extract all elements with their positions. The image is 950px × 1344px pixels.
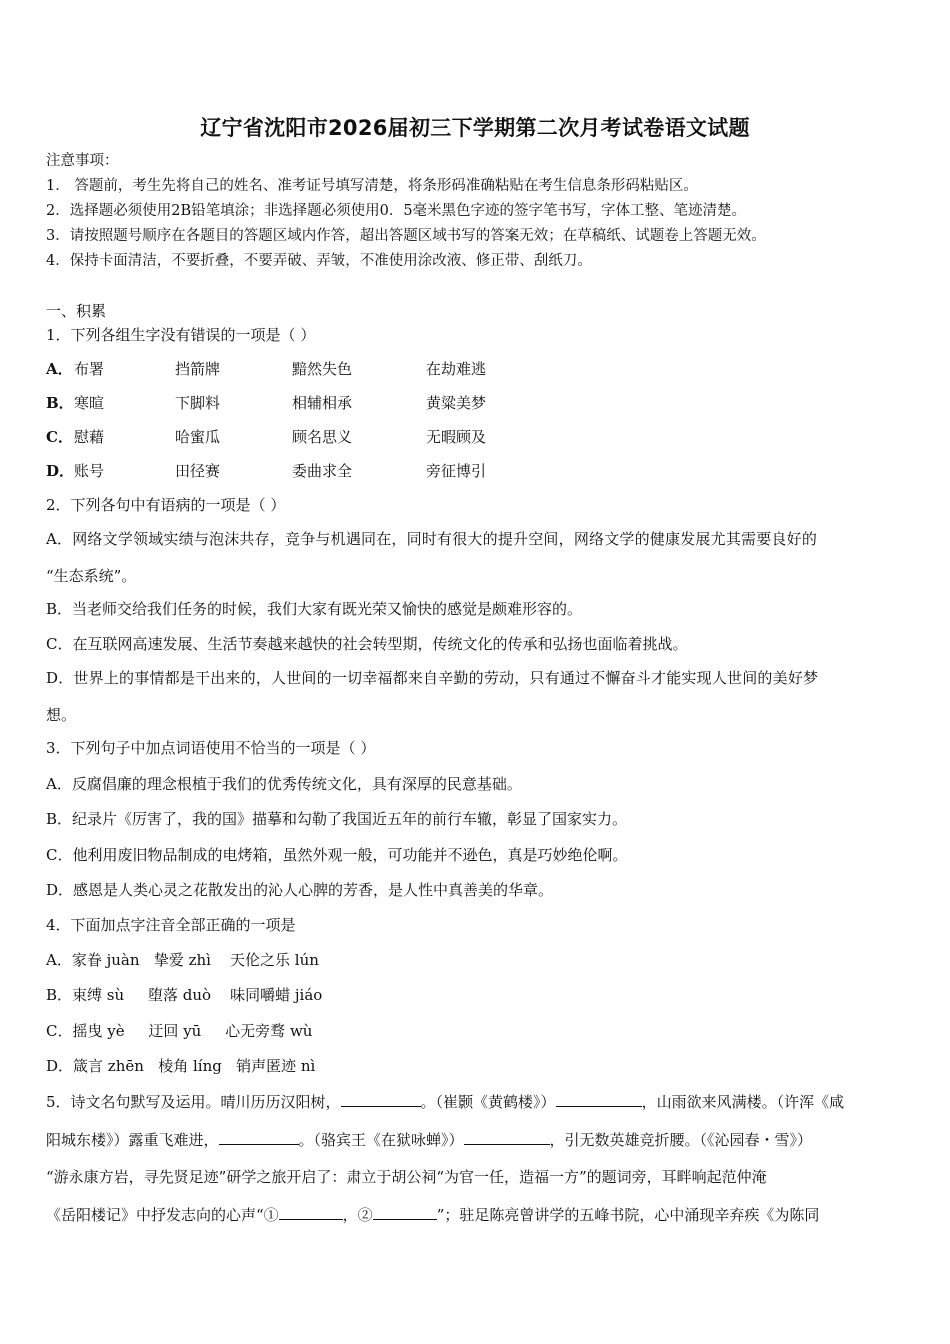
option-word: 顾名思义: [292, 428, 353, 446]
q2-option-b: B．当老师交给我们任务的时候，我们大家有既光荣又愉快的感觉是颇难形容的。: [46, 600, 583, 618]
q5-line-3: “游永康方岩，寻先贤足迹”研学之旅开启了：肃立于胡公祠“为官一任，造福一方”的题词旁，耳畔响起范仲淹: [46, 1168, 767, 1186]
notice-item-2: 2．选择题必须使用2B铅笔填涂；非选择题必须使用0．5毫米黑色字迹的签字笔书写，字体工整、笔迹清楚。: [46, 203, 747, 219]
option-label: A．: [46, 360, 73, 378]
q2-option-d: D．世界上的事情都是干出来的，人世间的一切幸福都来自辛勤的劳动，只有通过不懈奋斗才能实现人世间的美好梦: [46, 669, 819, 687]
q5-text: 5．诗文名句默写及运用。晴川历历汉阳树，: [46, 1093, 341, 1111]
q2-stem: 2．下列各句中有语病的一项是（ ）: [46, 496, 286, 514]
q3-stem: 3．下列句子中加点词语使用不恰当的一项是（ ）: [46, 739, 376, 757]
fill-blank: [464, 1130, 550, 1145]
notice-item-1: 1． 答题前，考生先将自己的姓名、准考证号填写清楚，将条形码准确粘贴在考生信息条形码粘贴区。: [46, 178, 698, 194]
q5-text: ，山雨欲来风满楼。（许浑《咸: [641, 1093, 845, 1111]
option-word: 哈蜜瓜: [175, 428, 221, 446]
option-word: 账号: [74, 462, 105, 480]
option-word: 旁征博引: [426, 462, 487, 480]
q3-option-d: D．感恩是人类心灵之花散发出的沁人心脾的芳香，是人性中真善美的华章。: [46, 881, 554, 899]
q5-text: 《岳阳楼记》中抒发志向的心声“①: [46, 1206, 279, 1224]
q2-option-a: A．网络文学领域实绩与泡沫共存，竞争与机遇同在，同时有很大的提升空间，网络文学的健康发展尤其需要良好的: [46, 530, 818, 548]
q2-option-d-cont: 想。: [46, 706, 77, 724]
q5-line-2: [46, 1130, 812, 1150]
option-word: 相辅相承: [292, 394, 353, 412]
option-label: C．: [46, 428, 73, 446]
option-word: 下脚料: [175, 394, 221, 412]
q5-line-1: [46, 1092, 844, 1112]
q4-option-b: B．束缚 sù 堕落 duò 味同嚼蜡 jiáo: [46, 986, 323, 1004]
option-word: 慰藉: [74, 428, 105, 446]
q3-option-a: A．反腐倡廉的理念根植于我们的优秀传统文化，具有深厚的民意基础。: [46, 775, 522, 793]
option-word: 寒暄: [74, 394, 105, 412]
q3-option-b: B．纪录片《厉害了，我的国》描摹和勾勒了我国近五年的前行车辙，彰显了国家实力。: [46, 810, 628, 828]
q4-stem: 4．下面加点字注音全部正确的一项是: [46, 916, 296, 934]
option-word: 无暇顾及: [426, 428, 487, 446]
q5-line-4: [46, 1205, 819, 1225]
q5-text: ，②: [342, 1206, 373, 1224]
q3-option-c: C．他利用废旧物品制成的电烤箱，虽然外观一般，可功能并不逊色，真是巧妙绝伦啊。: [46, 846, 628, 864]
option-word: 布署: [74, 360, 105, 378]
q1-stem: 1．下列各组生字没有错误的一项是（ ）: [46, 326, 316, 344]
fill-blank: [219, 1130, 299, 1145]
q5-text: 阳城东楼》）露重飞难进，: [46, 1131, 219, 1149]
option-word: 黯然失色: [292, 360, 353, 378]
option-label: B．: [46, 394, 74, 412]
fill-blank: [341, 1092, 421, 1107]
q2-option-a-cont: “生态系统”。: [46, 567, 137, 585]
q5-text: ，引无数英雄竞折腰。（《沁园春・雪》）: [549, 1131, 813, 1149]
q5-text: 。（崔颢《黄鹤楼》）: [420, 1093, 556, 1111]
fill-blank: [556, 1092, 642, 1107]
option-word: 委曲求全: [292, 462, 353, 480]
fill-blank: [373, 1205, 437, 1220]
notice-heading: 注意事项：: [46, 153, 119, 169]
notice-item-3: 3．请按照题号顺序在各题目的答题区域内作答，超出答题区域书写的答案无效；在草稿纸、试题卷上答题无效。: [46, 228, 766, 244]
option-label: D．: [46, 462, 75, 480]
option-word: 在劫难逃: [426, 360, 487, 378]
q2-option-c: C．在互联网高速发展、生活节奏越来越快的社会转型期，传统文化的传承和弘扬也面临着挑战。: [46, 635, 688, 653]
q4-option-a: A．家眷 juàn 挚爱 zhì 天伦之乐 lún: [46, 951, 319, 969]
q5-text: 。（骆宾王《在狱咏蝉》）: [298, 1131, 464, 1149]
section-heading: 一、积累: [46, 302, 107, 320]
option-word: 黄粱美梦: [426, 394, 487, 412]
notice-item-4: 4．保持卡面清洁，不要折叠，不要弄破、弄皱，不准使用涂改液、修正带、刮纸刀。: [46, 253, 592, 269]
option-word: 田径赛: [175, 462, 221, 480]
q4-option-d: D．箴言 zhēn 棱角 líng 销声匿迹 nì: [46, 1057, 316, 1075]
option-word: 挡箭牌: [175, 360, 221, 378]
q4-option-c: C．摇曳 yè 迂回 yū 心无旁骛 wù: [46, 1022, 313, 1040]
q5-text: ”；驻足陈亮曾讲学的五峰书院，心中涌现辛弃疾《为陈同: [436, 1206, 820, 1224]
page-title: 辽宁省沈阳市2026届初三下学期第二次月考试卷语文试题: [200, 116, 750, 140]
fill-blank: [279, 1205, 343, 1220]
